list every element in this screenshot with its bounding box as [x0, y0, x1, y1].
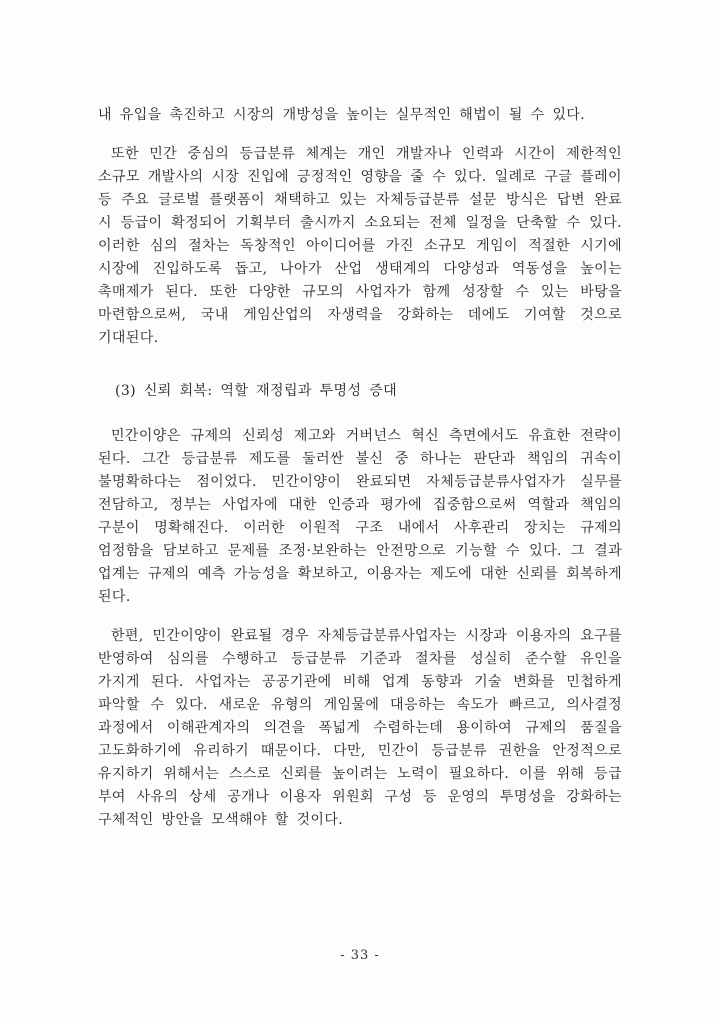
paragraph-transparency: 한편, 민간이양이 완료될 경우 자체등급분류사업자는 시장과 이용자의 요구를 반영하여 심의를 수행하고 등급분류 기준과 절차를 성실히 준수할 유인을 가지게 된다. 사업자는 공공기관에 비해 업계 동향과 기술 변화를 민첩하게 파악할 수 있다. 새로운 유형의 게임물에 대응하는 속도가 빠르고, 의사결정 과정에서 이해관계자의 의견을 폭넓게 수렴하는데 용이하여 규제의 품질을 고도화하기에 유리하기 때문이다. 다만, 민간이 등급분류 권한을 안정적으로 유지하기 위해서는 스스로 신뢰를 높이려는 노력이 필요하다. 이를 위해 등급 부여 사유의 상세 공개나 이용자 위원회 구성 등 운영의 투명성을 강화하는 구체적인 방안을 모색해야 할 것이다.: [98, 628, 622, 828]
paragraph-market-entry: 또한 민간 중심의 등급분류 체계는 개인 개발자나 인력과 시간이 제한적인 소규모 개발사의 시장 진입에 긍정적인 영향을 줄 수 있다. 일례로 구글 플레이 등 주요 글로벌 플랫폼이 채택하고 있는 자체등급분류 설문 방식은 답변 완료 시 등급이 확정되어 기획부터 출시까지 소요되는 전체 일정을 단축할 수 있다. 이러한 심의 절차는 독창적인 아이디어를 가진 소규모 게임이 적절한 시기에 시장에 진입하도록 돕고, 나아가 산업 생태계의 다양성과 역동성을 높이는 촉매제가 된다. 또한 다양한 규모의 사업자가 함께 성장할 수 있는 바탕을 마련함으로써, 국내 게임산업의 자생력을 강화하는 데에도 기여할 것으로 기대된다.: [98, 146, 622, 346]
page-content: [98, 104, 622, 848]
paragraph-intro-continuation: 내 유입을 촉진하고 시장의 개방성을 높이는 실무적인 해법이 될 수 있다.: [98, 107, 586, 123]
paragraph-trust-restoration: 민간이양은 규제의 신뢰성 제고와 거버넌스 혁신 측면에서도 유효한 전략이 된다. 그간 등급분류 제도를 둘러싼 불신 중 하나는 판단과 책임의 귀속이 불명확하다는 점이었다. 민간이양이 완료되면 자체등급분류사업자가 실무를 전담하고, 정부는 사업자에 대한 인증과 평가에 집중함으로써 역할과 책임의 구분이 명확해진다. 이러한 이원적 구조 내에서 사후관리 장치는 규제의 엄정함을 담보하고 문제를 조정·보완하는 안전망으로 기능할 수 있다. 그 결과 업계는 규제의 예측 가능성을 확보하고, 이용자는 제도에 대한 신뢰를 회복하게 된다.: [98, 428, 622, 605]
page-number: - 33 -: [340, 948, 380, 963]
section-heading: (3) 신뢰 회복: 역할 재정립과 투명성 증대: [115, 383, 398, 399]
